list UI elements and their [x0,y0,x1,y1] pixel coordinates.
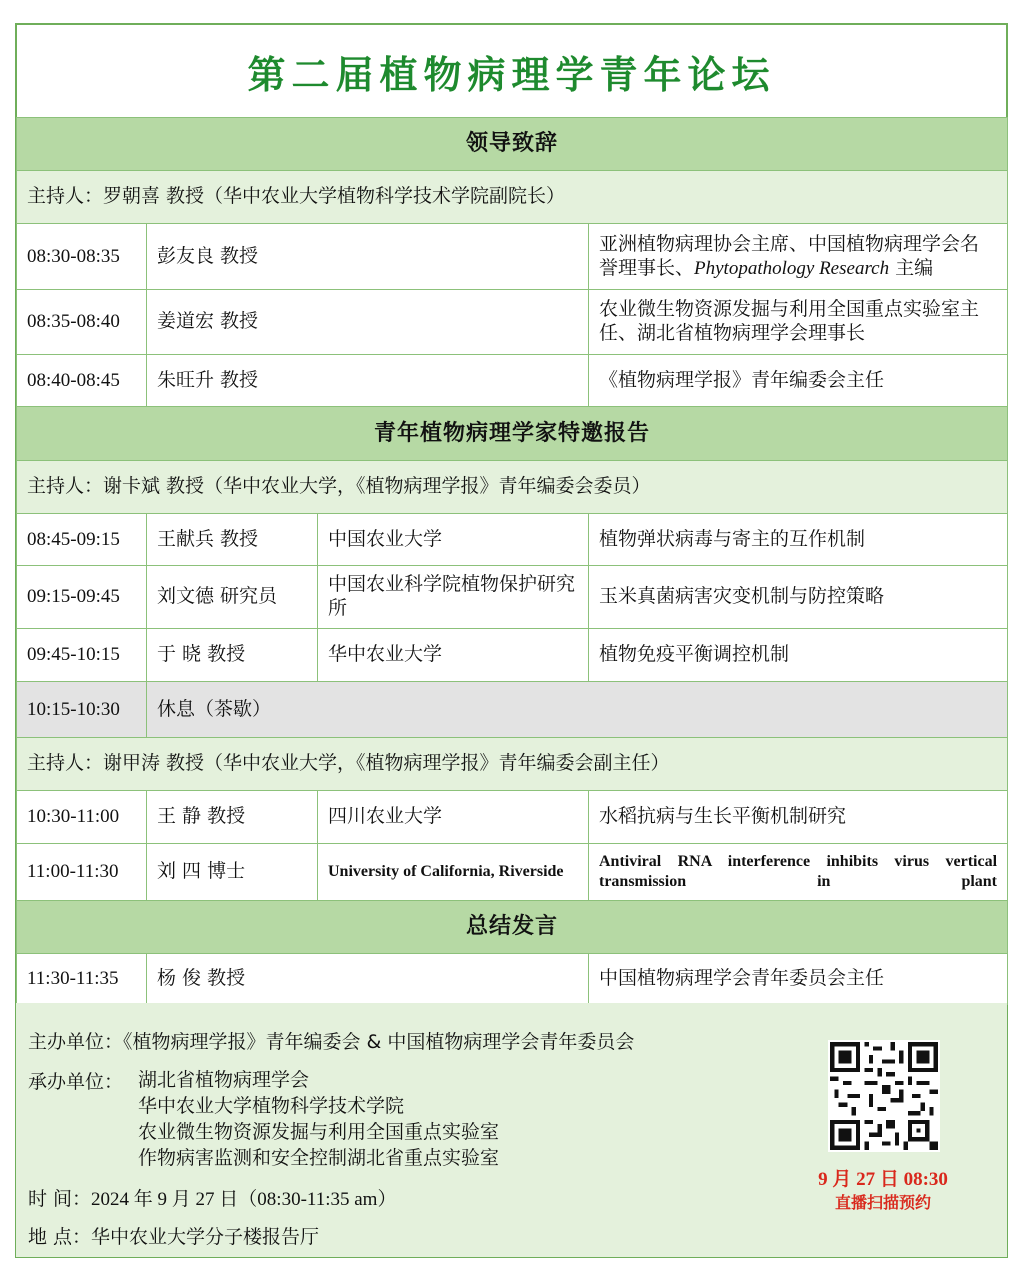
co-organizer-item: 湖北省植物病理学会 [138,1069,310,1091]
note-text: 主编 [889,256,934,279]
journal-name: Phytopathology Research [694,257,890,279]
table-row [17,566,1008,629]
table-row [17,290,1008,355]
topic-cell: Antiviral RNA interference inhibits virus vertical transmission in plant [589,844,1008,901]
time-line [28,1184,396,1211]
place-value: 华中农业大学分子楼报告厅 [91,1226,320,1248]
section-header [17,118,1008,171]
time-cell: 09:45-10:15 [17,629,147,682]
co-organizer-item: 华中农业大学植物科学技术学院 [138,1095,405,1117]
note-cell: 中国植物病理学会青年委员会主任 [589,954,1008,1005]
speaker-cell: 王 静 教授 [147,791,318,844]
topic-cell: 玉米真菌病害灾变机制与防控策略 [589,566,1008,629]
time-cell: 10:30-11:00 [17,791,147,844]
co-organizer-item: 农业微生物资源发掘与利用全国重点实验室 [138,1121,500,1143]
speaker-cell: 姜道宏 教授 [147,290,589,355]
org-cell: University of California, Riverside [318,844,589,901]
org-cell: 中国农业科学院植物保护研究所 [318,566,589,629]
footer-info [16,1003,1007,1257]
table-row [17,355,1008,407]
co-organizer-item: 作物病害监测和安全控制湖北省重点实验室 [138,1147,500,1169]
note-cell: 《植物病理学报》青年编委会主任 [589,355,1008,407]
speaker-cell: 朱旺升 教授 [147,355,589,407]
speaker-cell: 于 晓 教授 [147,629,318,682]
section-header [17,407,1008,461]
time-cell: 11:30-11:35 [17,954,147,1005]
table-row [17,844,1008,901]
speaker-cell: 王献兵 教授 [147,514,318,566]
co-organizer-label: 承办单位： [28,1071,124,1093]
time-cell: 08:40-08:45 [17,355,147,407]
table-row [17,514,1008,566]
time-cell: 08:30-08:35 [17,224,147,290]
time-cell: 11:00-11:30 [17,844,147,901]
org-cell: 中国农业大学 [318,514,589,566]
place-line [28,1222,319,1249]
host-text: 主持人：谢卡斌 教授（华中农业大学，《植物病理学报》青年编委会委员） [17,461,1008,514]
note-cell [589,224,1008,290]
qr-code-icon [830,1042,938,1150]
co-organizer-list [138,1067,499,1171]
host-text: 主持人：谢甲涛 教授（华中农业大学，《植物病理学报》青年编委会副主任） [17,738,1008,791]
host-row [17,461,1008,514]
table-row [17,224,1008,290]
note-cell: 农业微生物资源发掘与利用全国重点实验室主任、湖北省植物病理学会理事长 [589,290,1008,355]
table-row [17,954,1008,1005]
host-row [17,738,1008,791]
section-title: 青年植物病理学家特邀报告 [17,407,1008,461]
organizer-line: 主办单位：《植物病理学报》青年编委会 & 中国植物病理学会青年委员会 [28,1031,635,1053]
org-cell: 四川农业大学 [318,791,589,844]
host-text: 主持人：罗朝喜 教授（华中农业大学植物科学技术学院副院长） [17,171,1008,224]
live-text: 直播扫描预约 [834,1192,931,1212]
page-title: 第二届植物病理学青年论坛 [247,52,776,97]
note-text: 亚洲植物病理协会主席、中国植物病理学会名誉理事长、 [599,232,980,279]
table-row [17,629,1008,682]
time-cell: 08:45-09:15 [17,514,147,566]
time-cell: 10:15-10:30 [17,682,147,738]
topic-cell: 植物免疫平衡调控机制 [589,629,1008,682]
break-label: 休息（茶歇） [147,682,1008,738]
section-title: 总结发言 [17,901,1008,954]
speaker-cell: 杨 俊 教授 [147,954,589,1005]
qr-code[interactable] [828,1040,940,1152]
live-time: 9 月 27 日 08:30 [818,1169,948,1190]
time-cell: 08:35-08:40 [17,290,147,355]
schedule-table [16,117,1008,1005]
table-row [17,791,1008,844]
section-title: 领导致辞 [17,118,1008,171]
time-value: 2024 年 9 月 27 日（08:30-11:35 am） [91,1189,397,1210]
topic-cell: 水稻抗病与生长平衡机制研究 [589,791,1008,844]
topic-cell: 植物弹状病毒与寄主的互作机制 [589,514,1008,566]
place-label: 地 点： [28,1226,92,1248]
break-row [17,682,1008,738]
speaker-cell: 彭友良 教授 [147,224,589,290]
host-row [17,171,1008,224]
time-cell: 09:15-09:45 [17,566,147,629]
org-cell: 华中农业大学 [318,629,589,682]
speaker-cell: 刘 四 博士 [147,844,318,901]
section-header [17,901,1008,954]
time-label: 时 间： [28,1188,92,1210]
live-reminder [786,1168,980,1213]
speaker-cell: 刘文德 研究员 [147,566,318,629]
